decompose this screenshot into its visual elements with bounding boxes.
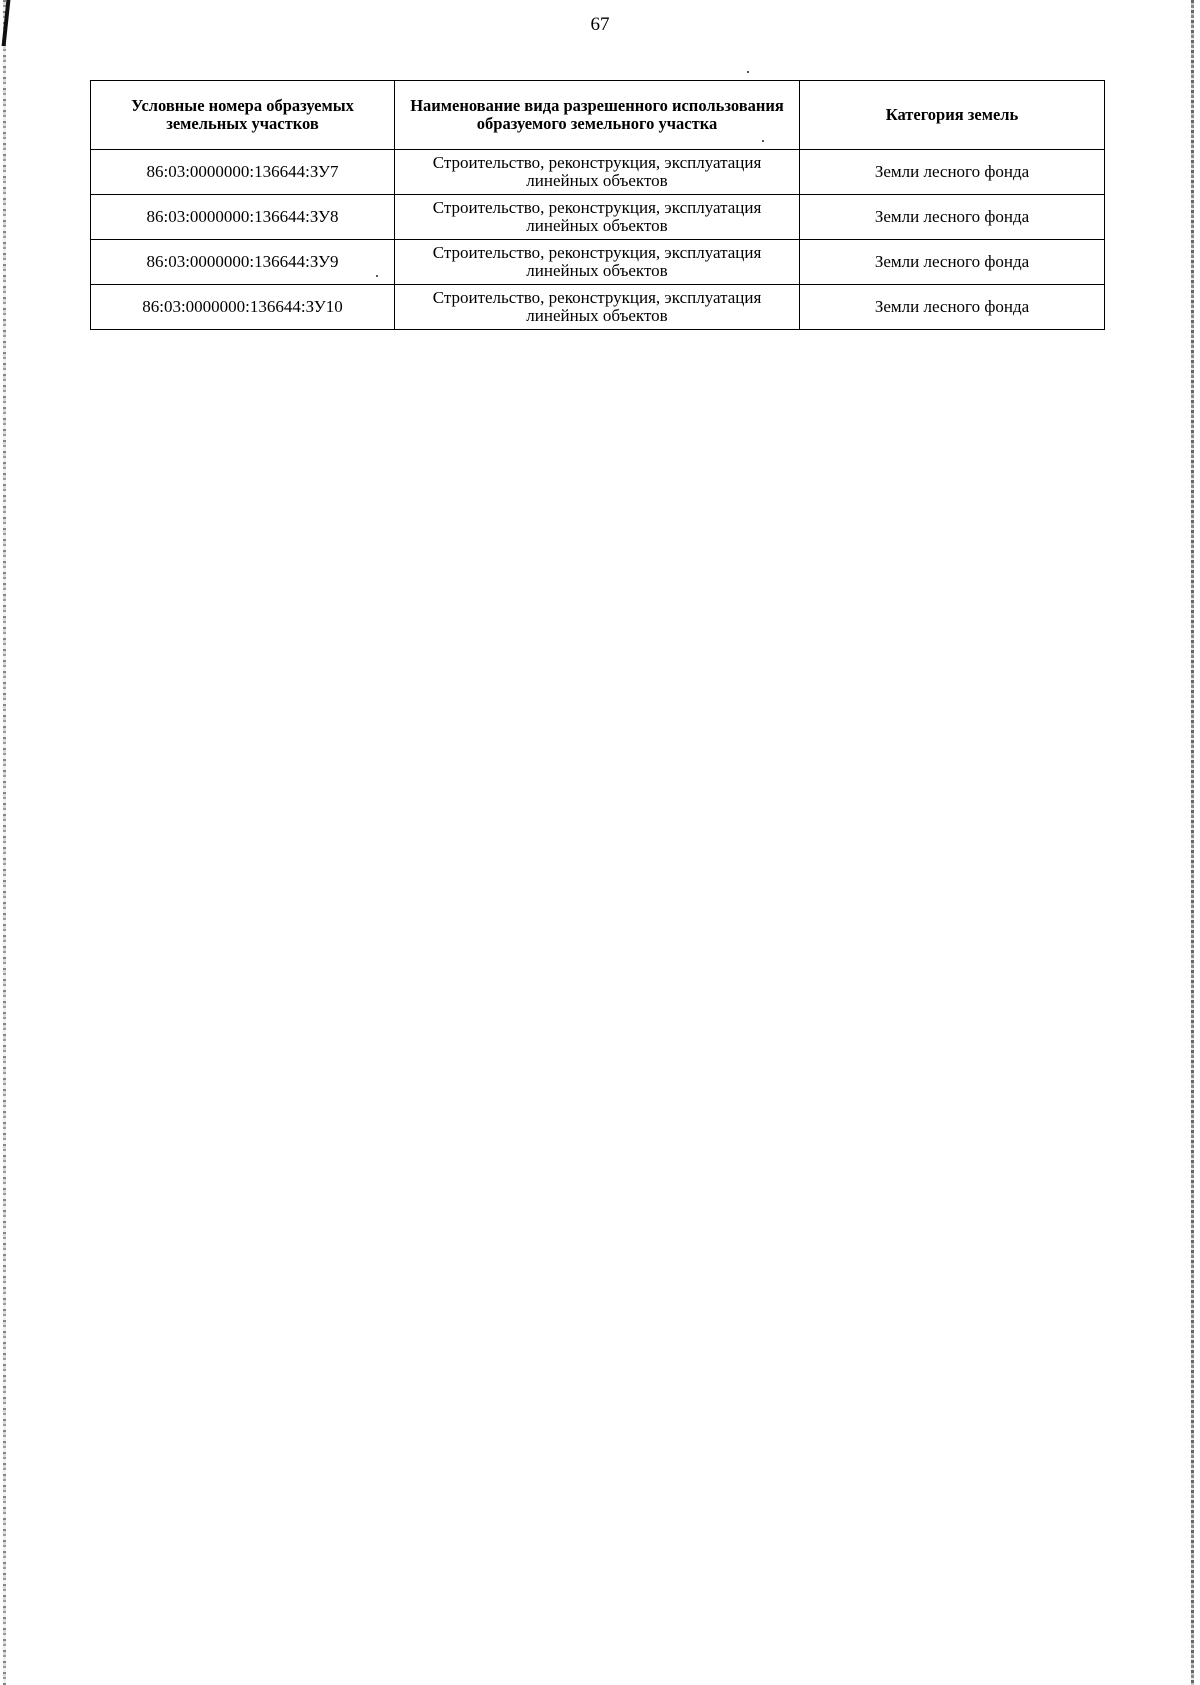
land-plots-table [90, 80, 1105, 330]
land-category-cell: Земли лесного фонда [800, 240, 1105, 285]
permitted-use-cell: Строительство, реконструкция, эксплуатация линейных объектов [395, 285, 800, 330]
table-header-row [91, 81, 1105, 150]
permitted-use-cell: Строительство, реконструкция, эксплуатация линейных объектов [395, 150, 800, 195]
land-category-cell: Земли лесного фонда [800, 285, 1105, 330]
land-category-cell: Земли лесного фонда [800, 195, 1105, 240]
table-row [91, 150, 1105, 195]
permitted-use-cell: Строительство, реконструкция, эксплуатация линейных объектов [395, 195, 800, 240]
scan-speck [747, 71, 749, 73]
table-row [91, 240, 1105, 285]
cadastral-number-cell: 86:03:0000000:136644:ЗУ9 [91, 240, 395, 285]
cadastral-number-cell: 86:03:0000000:136644:ЗУ10 [91, 285, 395, 330]
column-header-cadastral-number: Условные номера образуемых земельных участков [91, 81, 395, 150]
column-header-land-category: Категория земель [800, 81, 1105, 150]
scan-edge-left [3, 0, 6, 1685]
scan-edge-right [1191, 0, 1194, 1685]
cadastral-number-cell: 86:03:0000000:136644:ЗУ8 [91, 195, 395, 240]
table-row [91, 195, 1105, 240]
column-header-permitted-use: Наименование вида разрешенного использования образуемого земельного участка [395, 81, 800, 150]
table-row [91, 285, 1105, 330]
permitted-use-cell: Строительство, реконструкция, эксплуатация линейных объектов [395, 240, 800, 285]
cadastral-number-cell: 86:03:0000000:136644:ЗУ7 [91, 150, 395, 195]
land-category-cell: Земли лесного фонда [800, 150, 1105, 195]
page-number: 67 [590, 14, 610, 35]
